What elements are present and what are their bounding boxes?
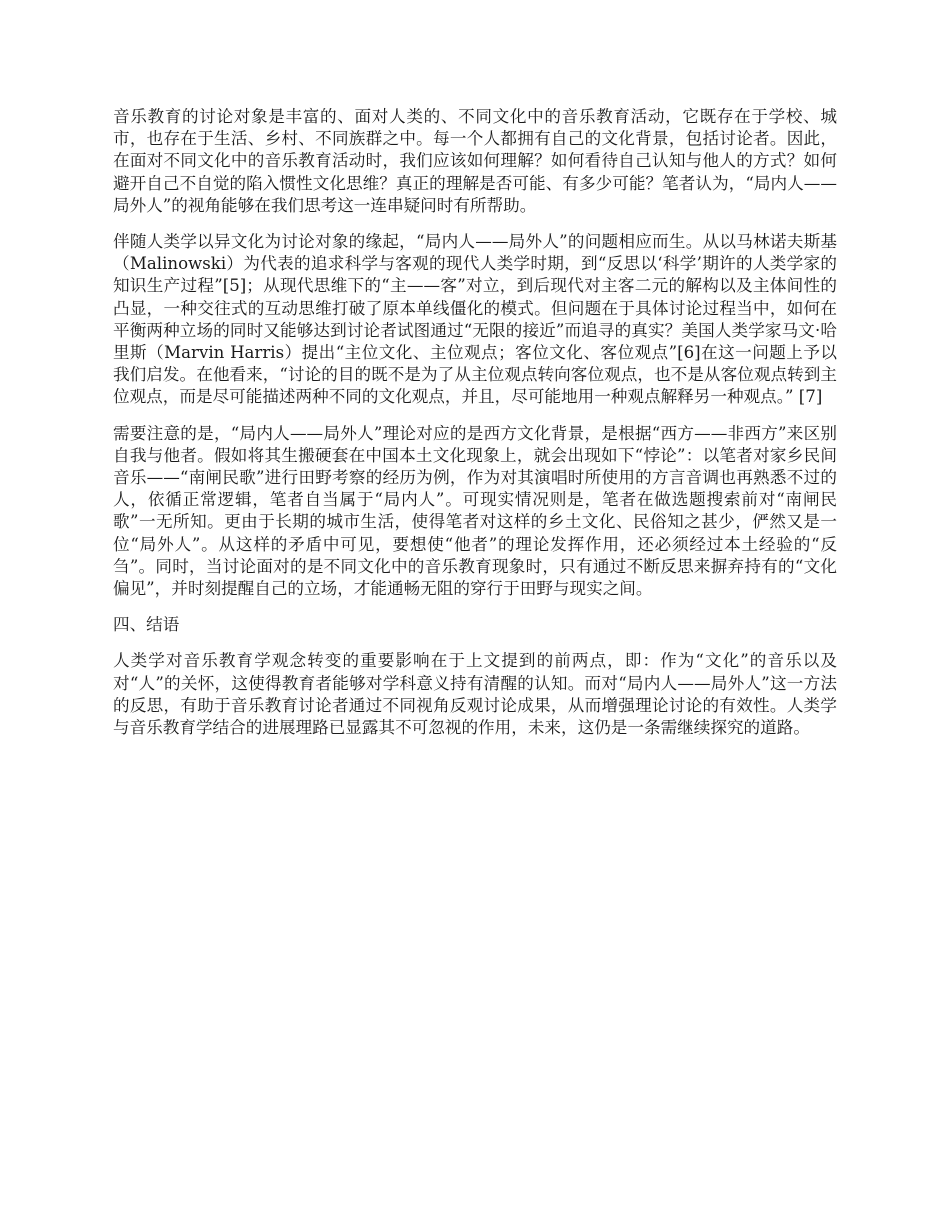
document-page (113, 106, 837, 753)
body-paragraph-2: 伴随人类学以异文化为讨论对象的缘起，“局内人——局外人”的问题相应而生。从以马林诺夫斯基（Malinowski）为代表的追求科学与客观的现代人类学时期，到“反思以‘科学’期许的人类学家的知识生产过程”[5]；从现代思维下的“主——客”对立，到后现代对主客二元的解构以及主体间性的凸显，一种交往式的互动思维打破了原本单线僵化的模式。但问题在于具体讨论过程当中，如何在平衡两种立场的同时又能够达到讨论者试图通过“无限的接近”而追寻的真实？美国人类学家马文·哈里斯（Marvin Harris）提出“主位文化、主位观点；客位文化、客位观点”[6]在这一问题上予以我们启发。在他看来，“讨论的目的既不是为了从主位观点转向客位观点，也不是从客位观点转到主位观点，而是尽可能描述两种不同的文化观点，并且，尽可能地用一种观点解释另一种观点。” [7] (113, 232, 837, 407)
body-paragraph-3: 需要注意的是，“局内人——局外人”理论对应的是西方文化背景，是根据“西方——非西方”来区别自我与他者。假如将其生搬硬套在中国本土文化现象上，就会出现如下“悖论”：以笔者对家乡民间音乐——“南闸民歌”进行田野考察的经历为例，作为对其演唱时所使用的方言音调也再熟悉不过的人，依循正常逻辑，笔者自当属于“局内人”。可现实情况则是，笔者在做选题搜索前对“南闸民歌”一无所知。更由于长期的城市生活，使得笔者对这样的乡土文化、民俗知之甚少，俨然又是一位“局外人”。从这样的矛盾中可见，要想使“他者”的理论发挥作用，还必须经过本土经验的“反刍”。同时，当讨论面对的是不同文化中的音乐教育现象时，只有通过不断反思来摒弃持有的“文化偏见”，并时刻提醒自己的立场，才能通畅无阻的穿行于田野与现实之间。 (113, 423, 837, 599)
body-paragraph-1: 音乐教育的讨论对象是丰富的、面对人类的、不同文化中的音乐教育活动，它既存在于学校、城市，也存在于生活、乡村、不同族群之中。每一个人都拥有自己的文化背景，包括讨论者。因此，在面对不同文化中的音乐教育活动时，我们应该如何理解？如何看待自己认知与他人的方式？如何避开自己不自觉的陷入惯性文化思维？真正的理解是否可能、有多少可能？笔者认为，“局内人——局外人”的视角能够在我们思考这一连串疑问时有所帮助。 (113, 107, 837, 215)
conclusion-paragraph: 人类学对音乐教育学观念转变的重要影响在于上文提到的前两点，即：作为“文化”的音乐以及对“人”的关怀，这使得教育者能够对学科意义持有清醒的认知。而对“局内人——局外人”这一方法的反思，有助于音乐教育讨论者通过不同视角反观讨论成果，从而增强理论讨论的有效性。人类学与音乐教育学结合的进展理路已显露其不可忽视的作用，未来，这仍是一条需继续探究的道路。 (113, 651, 837, 738)
section-heading: 四、结语 (113, 615, 180, 635)
